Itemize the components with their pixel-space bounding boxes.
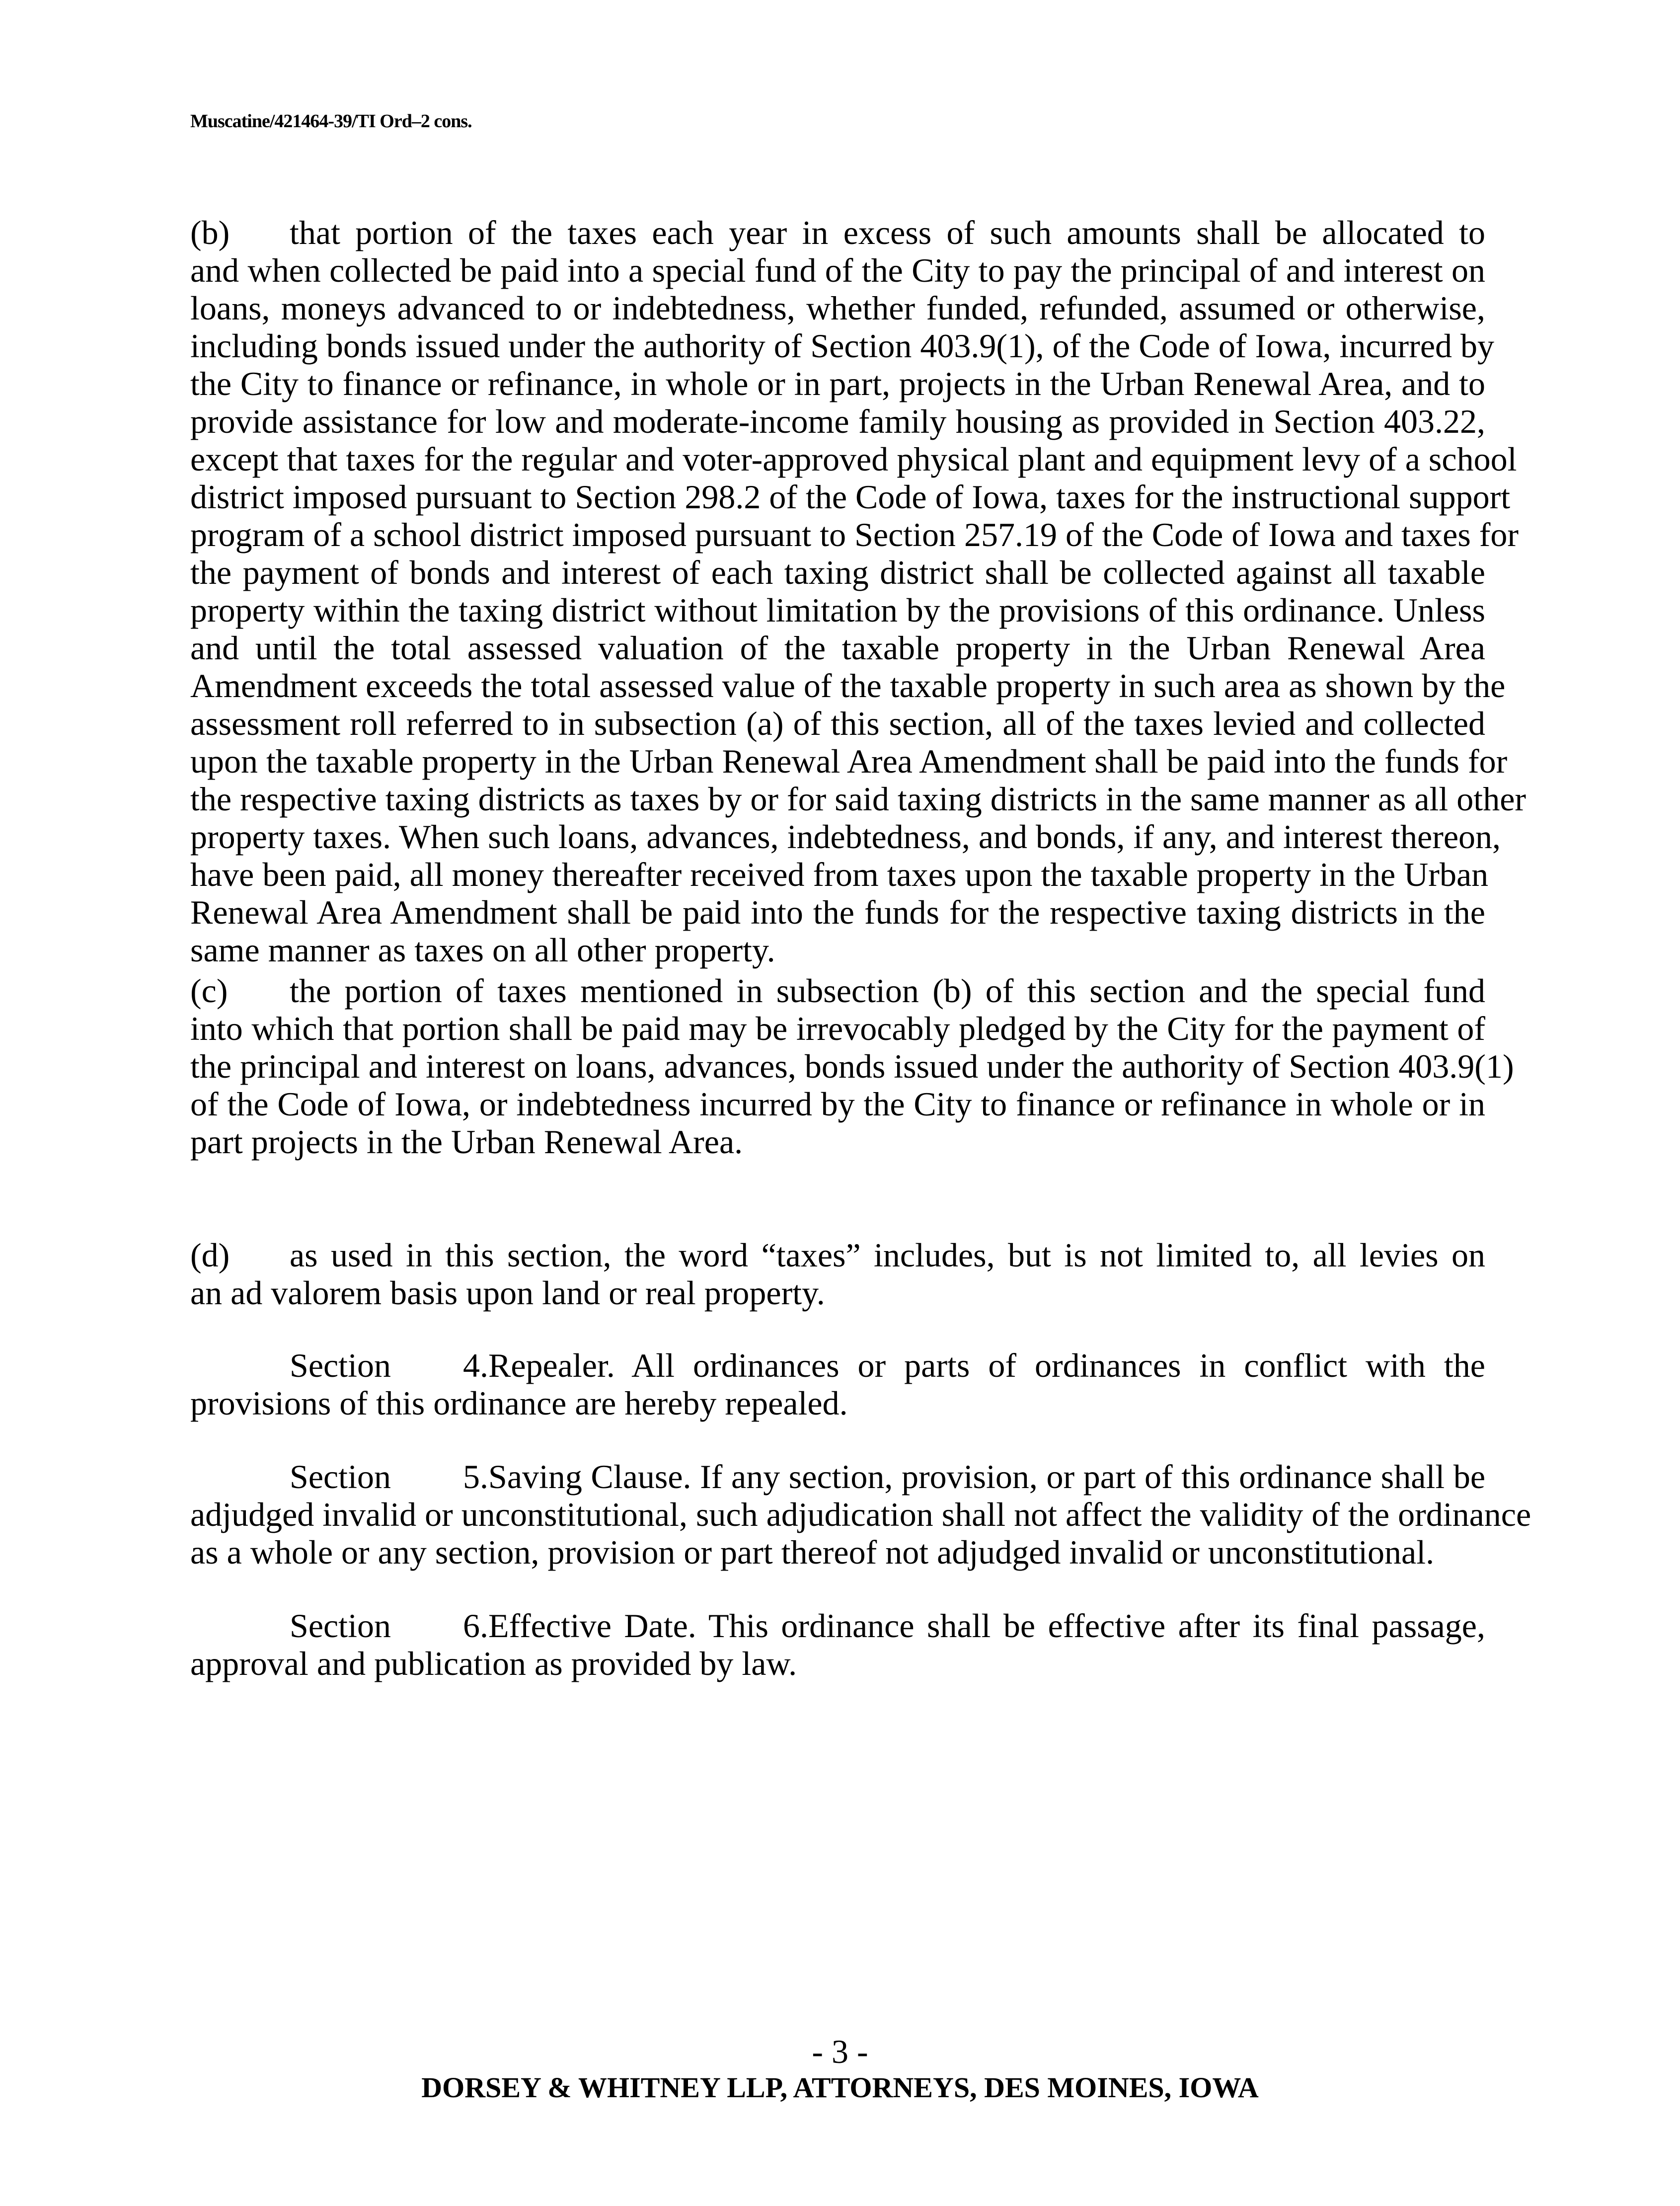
paragraph-line: loans, moneys advanced to or indebtedness, whether funded, refunded, assumed or otherwise, [190, 289, 1485, 327]
paragraph-line [190, 214, 1485, 251]
paragraph-line: have been paid, all money thereafter received from taxes upon the taxable property in the Urban [190, 856, 1489, 893]
paragraph-line: and when collected be paid into a special fund of the City to pay the principal of and interest on [190, 251, 1485, 289]
paragraph-line: upon the taxable property in the Urban Renewal Area Amendment shall be paid into the funds for [190, 742, 1508, 780]
paragraph-line: the respective taxing districts as taxes by or for said taxing districts in the same manner as all other [190, 780, 1527, 818]
paragraph-line: same manner as taxes on all other property. [190, 931, 775, 969]
paragraph-line: the payment of bonds and interest of each taxing district shall be collected against all taxable [190, 553, 1485, 591]
document-reference-header: Muscatine/421464-39/TI Ord–2 cons. [190, 111, 472, 132]
subsection-label: (b) [190, 214, 230, 251]
line-text: that portion of the taxes each year in excess of such amounts shall be allocated to [290, 214, 1485, 251]
paragraph-line: approval and publication as provided by law. [190, 1645, 797, 1682]
subsection-label: (d) [190, 1236, 230, 1274]
paragraph-line [190, 1346, 1485, 1384]
paragraph-line [190, 1458, 1485, 1496]
paragraph-line: into which that portion shall be paid may be irrevocably pledged by the City for the payment of [190, 1010, 1485, 1047]
section-label: Section 6. [290, 1607, 488, 1645]
paragraph-line: the principal and interest on loans, advances, bonds issued under the authority of Section 403.9(1) [190, 1047, 1514, 1085]
paragraph-c [190, 972, 1514, 1161]
paragraph-line: except that taxes for the regular and voter-approved physical plant and equipment levy of a school [190, 440, 1517, 478]
paragraph-line [190, 972, 1485, 1010]
paragraph-line: assessment roll referred to in subsection (a) of this section, all of the taxes levied and collected [190, 705, 1485, 742]
paragraph-line: provide assistance for low and moderate-income family housing as provided in Section 403.22, [190, 402, 1485, 440]
line-text: as used in this section, the word “taxes” includes, but is not limited to, all levies on [290, 1236, 1485, 1274]
paragraph-line: district imposed pursuant to Section 298.2 of the Code of Iowa, taxes for the instructional support [190, 478, 1511, 516]
paragraph-line: property within the taxing district without limitation by the provisions of this ordinance. Unless [190, 591, 1485, 629]
paragraph-line [190, 1236, 1485, 1274]
indent [190, 1607, 290, 1645]
law-firm-footer: DORSEY & WHITNEY LLP, ATTORNEYS, DES MOINES, IOWA [421, 2071, 1259, 2104]
indent [190, 1346, 290, 1384]
paragraph-line: Amendment exceeds the total assessed value of the taxable property in such area as shown by the [190, 667, 1506, 705]
paragraph-b [190, 214, 1527, 969]
paragraph-line: an ad valorem basis upon land or real property. [190, 1274, 825, 1312]
paragraph-line: Renewal Area Amendment shall be paid into the funds for the respective taxing districts in the [190, 893, 1485, 931]
paragraph-line: including bonds issued under the authority of Section 403.9(1), of the Code of Iowa, incurred by [190, 327, 1495, 365]
indent [190, 1458, 290, 1496]
paragraph-line: part projects in the Urban Renewal Area. [190, 1123, 743, 1161]
subsection-label: (c) [190, 972, 228, 1010]
section-label: Section 5. [290, 1458, 488, 1496]
paragraph-line: adjudged invalid or unconstitutional, such adjudication shall not affect the validity of the ordinance [190, 1496, 1531, 1533]
line-text: the portion of taxes mentioned in subsection (b) of this section and the special fund [290, 972, 1485, 1010]
paragraph-line [190, 1607, 1485, 1645]
line-text: Repealer. All ordinances or parts of ordinances in conflict with the [488, 1346, 1485, 1384]
section-5-saving-clause [190, 1458, 1531, 1571]
line-text: Saving Clause. If any section, provision, or part of this ordinance shall be [488, 1458, 1485, 1496]
section-4-repealer [190, 1346, 1485, 1422]
section-label: Section 4. [290, 1346, 488, 1384]
paragraph-line: property taxes. When such loans, advances, indebtedness, and bonds, if any, and interest thereon, [190, 818, 1501, 856]
line-text: Effective Date. This ordinance shall be effective after its final passage, [488, 1607, 1485, 1645]
paragraph-d [190, 1236, 1485, 1312]
paragraph-line: as a whole or any section, provision or part thereof not adjudged invalid or unconstitutional. [190, 1533, 1435, 1571]
section-6-effective-date [190, 1607, 1485, 1682]
paragraph-line: program of a school district imposed pursuant to Section 257.19 of the Code of Iowa and taxes for [190, 516, 1519, 553]
paragraph-line: of the Code of Iowa, or indebtedness incurred by the City to finance or refinance in whole or in [190, 1085, 1485, 1123]
page-number: - 3 - [812, 2033, 868, 2070]
paragraph-line: provisions of this ordinance are hereby repealed. [190, 1384, 848, 1422]
paragraph-line: the City to finance or refinance, in whole or in part, projects in the Urban Renewal Area, and to [190, 365, 1485, 402]
paragraph-line: and until the total assessed valuation of the taxable property in the Urban Renewal Area [190, 629, 1485, 667]
